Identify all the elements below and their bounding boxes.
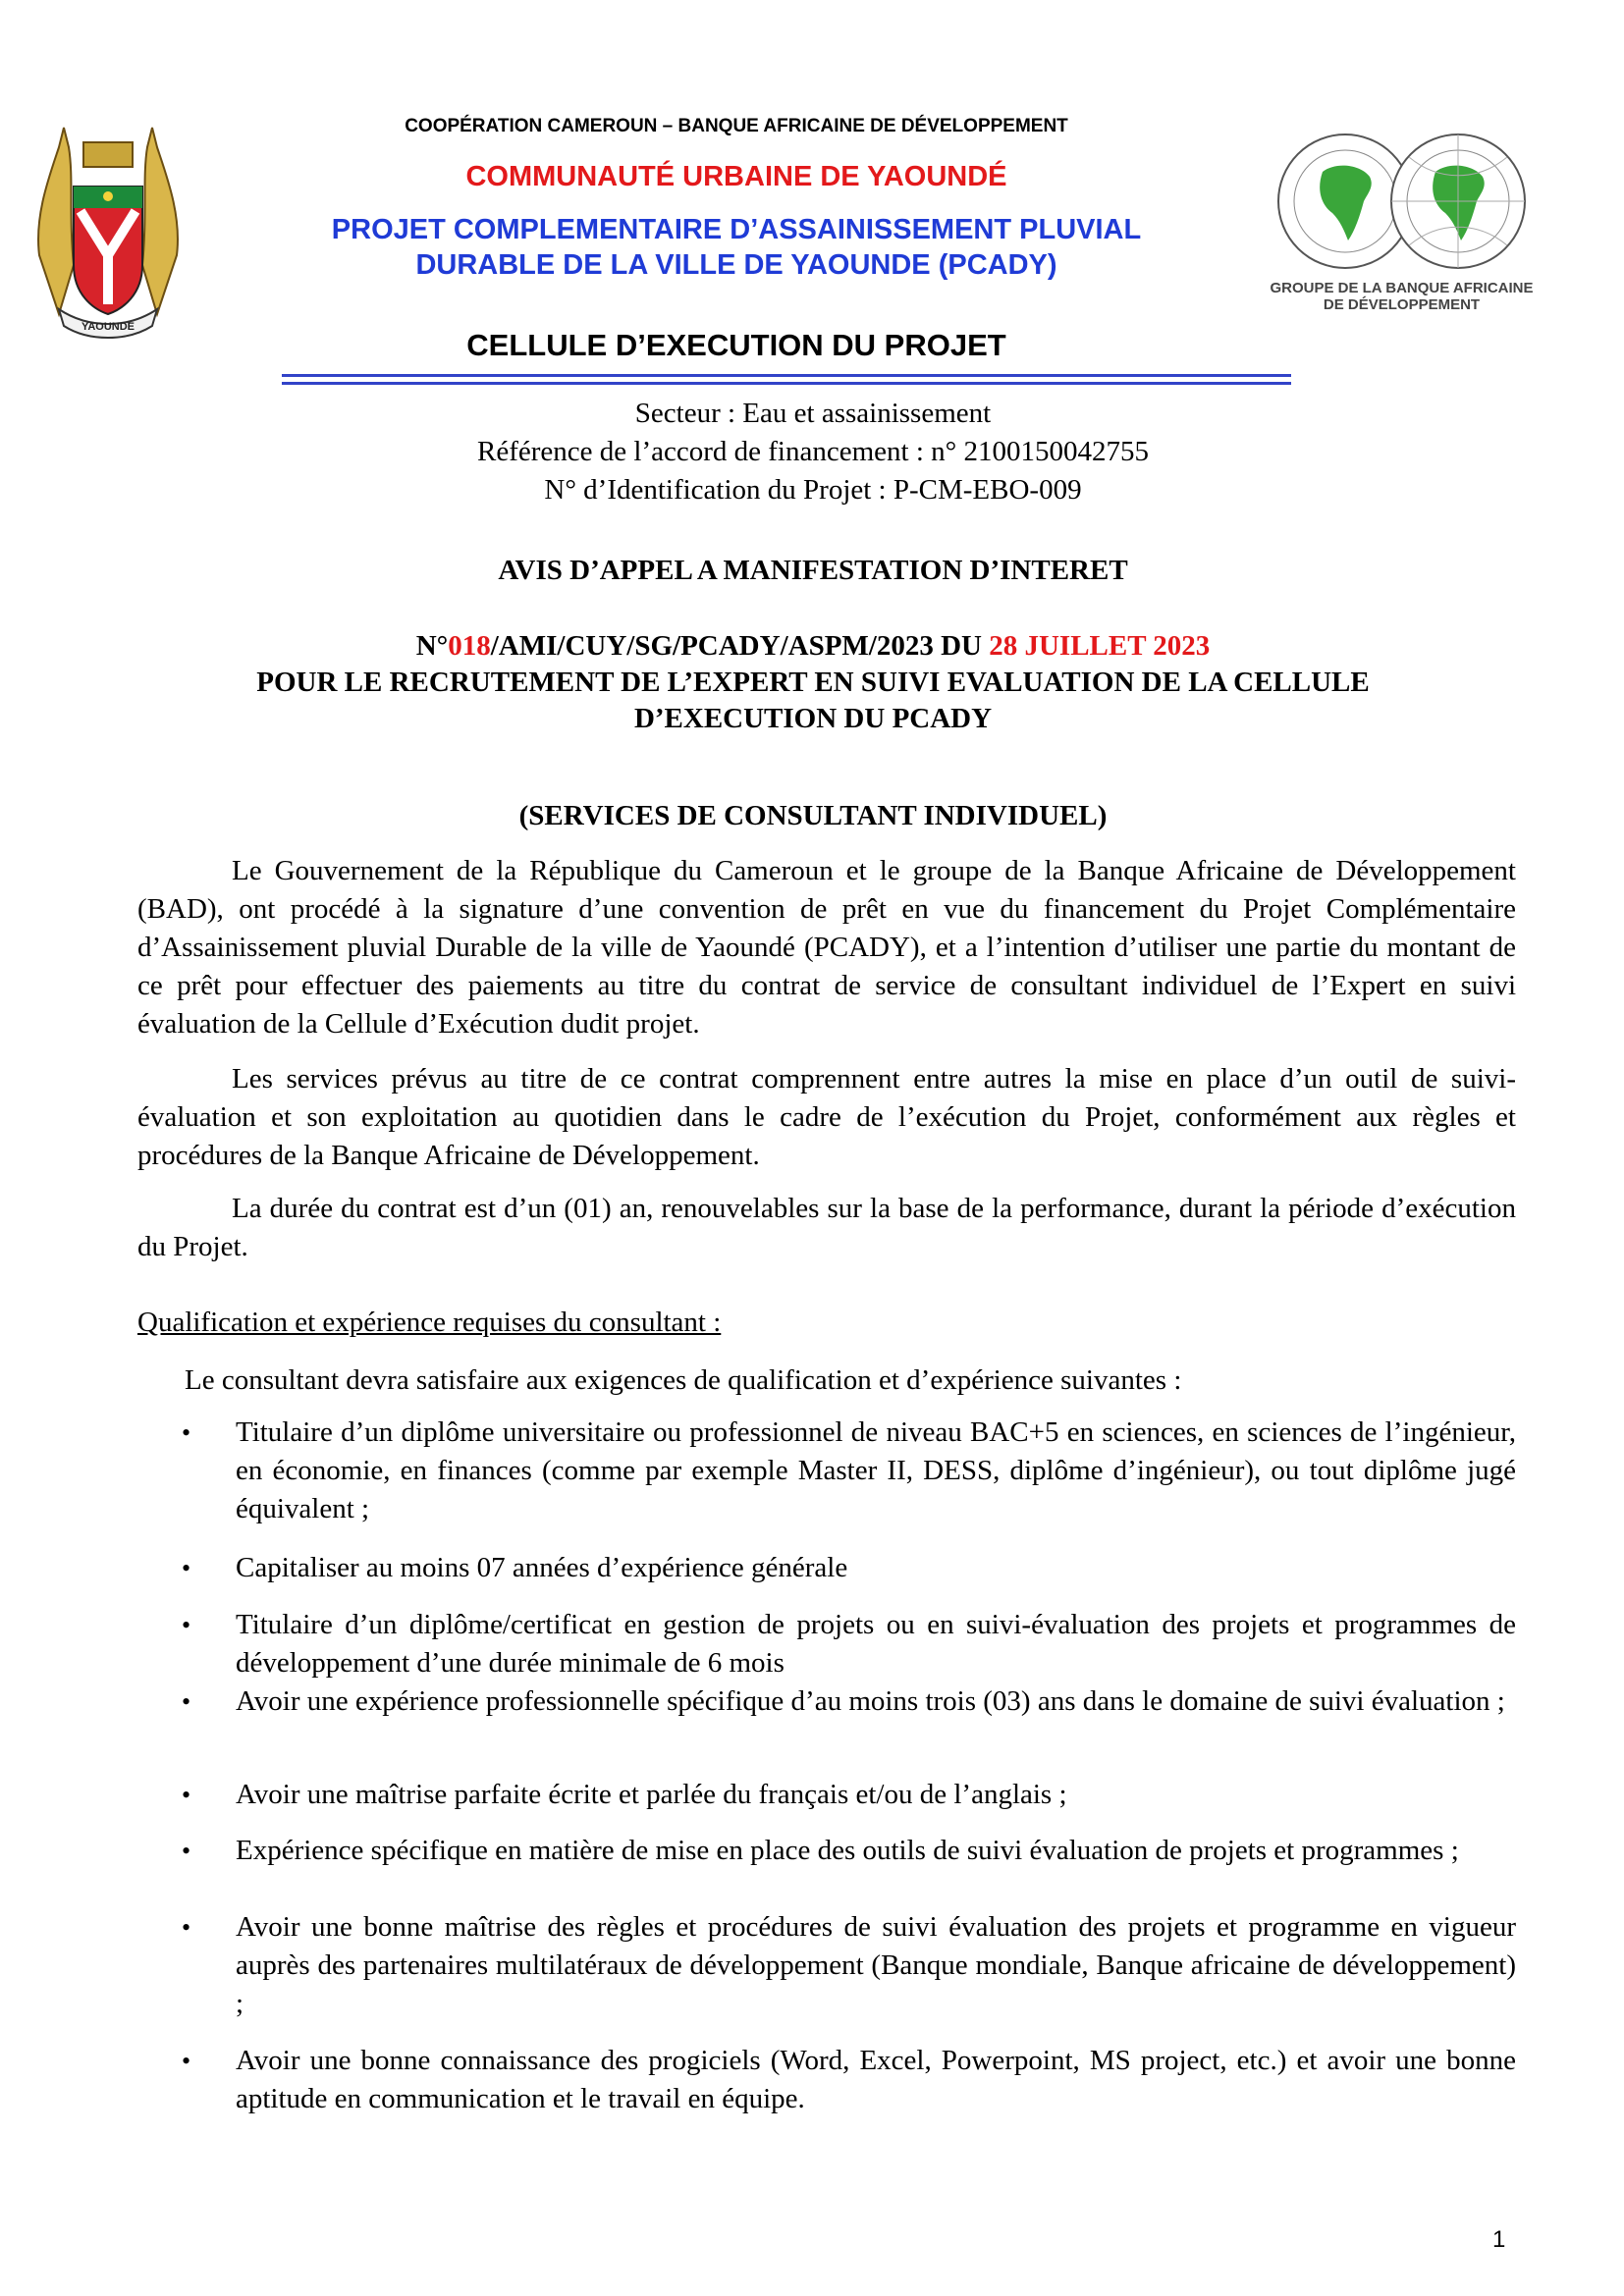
paragraph-2-text: Les services prévus au titre de ce contrat comprennent entre autres la mise en place d’un outil de suivi-évaluation et son exploitation au quotidien dans le cadre de l’exécution du Projet, conformément aux règles et procédures de la Banque Africaine de Développement. [137,1063,1516,1171]
paragraph-3-text: La durée du contrat est d’un (01) an, renouvelables sur la base de la performance, durant la période d’exécution du Projet. [137,1193,1516,1262]
paragraph-2 [137,1060,1516,1175]
project-info [128,395,1498,509]
afdb-caption-line-2: DE DÉVELOPPEMENT [1323,296,1481,313]
num-mid: /AMI/CUY/SG/PCADY/ASPM/2023 DU [490,630,990,662]
bullet-icon: • [182,1781,191,1809]
bullet-icon: • [182,1837,191,1865]
qualification-intro: Le consultant devra satisfaire aux exigences de qualification et d’expérience suivantes : [185,1364,1182,1396]
ami-reference-title [128,628,1498,737]
ribbon-text: YAOUNDE [81,321,135,333]
header-rule-top [282,374,1291,377]
bullet-icon: • [182,1418,191,1447]
num-value: 018 [448,630,491,662]
yaounde-coat-of-arms-logo [29,118,187,344]
afdb-globes-icon [1262,123,1542,280]
afdb-caption-line-1: GROUPE DE LA BANQUE AFRICAINE [1270,280,1534,296]
project-title-line-1: PROJET COMPLEMENTAIRE D’ASSAINISSEMENT PLUVIAL [331,214,1142,245]
bullet-icon: • [182,1913,191,1942]
services-title: (SERVICES DE CONSULTANT INDIVIDUEL) [518,800,1108,831]
cellule-heading: CELLULE D’EXECUTION DU PROJET [466,328,1006,362]
cooperation-line: COOPÉRATION CAMEROUN – BANQUE AFRICAINE DE DÉVELOPPEMENT [405,116,1068,136]
paragraph-1 [137,852,1516,1043]
bullet-icon: • [182,1554,191,1582]
project-title [245,212,1227,283]
reference-line: Référence de l’accord de financement : n° 2100150042755 [477,436,1149,467]
coat-of-arms-icon [29,118,187,344]
recrutement-line-2: D’EXECUTION DU PCADY [633,703,993,734]
ami-date: 28 JUILLET 2023 [989,630,1211,662]
list-item-text: Capitaliser au moins 07 années d’expérience générale [236,1552,848,1583]
list-item-text: Avoir une expérience professionnelle spécifique d’au moins trois (03) ans dans le domaine de suivi évaluation ; [236,1685,1505,1717]
list-item-text: Titulaire d’un diplôme/certificat en gestion de projets ou en suivi-évaluation des projets et programmes de développement d’une durée minimale de 6 mois [236,1609,1516,1679]
identification-line: N° d’Identification du Projet : P-CM-EBO-009 [544,474,1082,506]
secteur-line: Secteur : Eau et assainissement [634,398,992,429]
recrutement-line-1: POUR LE RECRUTEMENT DE L’EXPERT EN SUIVI EVALUATION DE LA CELLULE [256,667,1370,698]
qualification-heading: Qualification et expérience requises du consultant : [137,1307,722,1338]
afdb-group-logo [1262,123,1542,319]
project-title-line-2: DURABLE DE LA VILLE DE YAOUNDE (PCADY) [415,249,1057,281]
list-item-text: Avoir une maîtrise parfaite écrite et parlée du français et/ou de l’anglais ; [236,1779,1067,1810]
bullet-icon: • [182,1611,191,1639]
bullet-icon: • [182,2047,191,2075]
paragraph-1-text: Le Gouvernement de la République du Cameroun et le groupe de la Banque Africaine de Développement (BAD), ont procédé à la signature d’une convention de prêt en vue du financement du Projet Complémentaire d’Assainissement pluvial Durable de la ville de Yaoundé (PCADY), et a l’intention d’utiliser une partie du montant de ce prêt pour effectuer des paiements au titre du contrat de service de consultant individuel de l’Expert en suivi évaluation de la Cellule d’Exécution dudit projet. [137,855,1516,1040]
ami-number-line [128,628,1498,665]
list-item-text: Titulaire d’un diplôme universitaire ou professionnel de niveau BAC+5 en sciences, en sciences de l’ingénieur, en économie, en finances (comme par exemple Master II, DESS, diplôme d’ingénieur), ou tout diplôme jugé équivalent ; [236,1416,1516,1524]
list-item-text: Avoir une bonne connaissance des progiciels (Word, Excel, Powerpoint, MS project, etc.) et avoir une bonne aptitude en communication et le travail en équipe. [236,2045,1516,2114]
bullet-icon: • [182,1687,191,1716]
list-item-text: Avoir une bonne maîtrise des règles et procédures de suivi évaluation des projets et programme en vigueur auprès des partenaires multilatéraux de développement (Banque mondiale, Banque africaine de développement) ; [236,1911,1516,2019]
page-number: 1 [1492,2226,1506,2253]
list-item-text: Expérience spécifique en matière de mise en place des outils de suivi évaluation de projets et programmes ; [236,1835,1459,1866]
communaute-urbaine-line: COMMUNAUTÉ URBAINE DE YAOUNDÉ [465,161,1007,192]
afdb-caption [1262,280,1542,313]
header-rule-bottom [282,382,1291,385]
paragraph-3 [137,1190,1516,1266]
avis-title: AVIS D’APPEL A MANIFESTATION D’INTERET [498,555,1128,586]
num-prefix: N° [415,630,449,662]
